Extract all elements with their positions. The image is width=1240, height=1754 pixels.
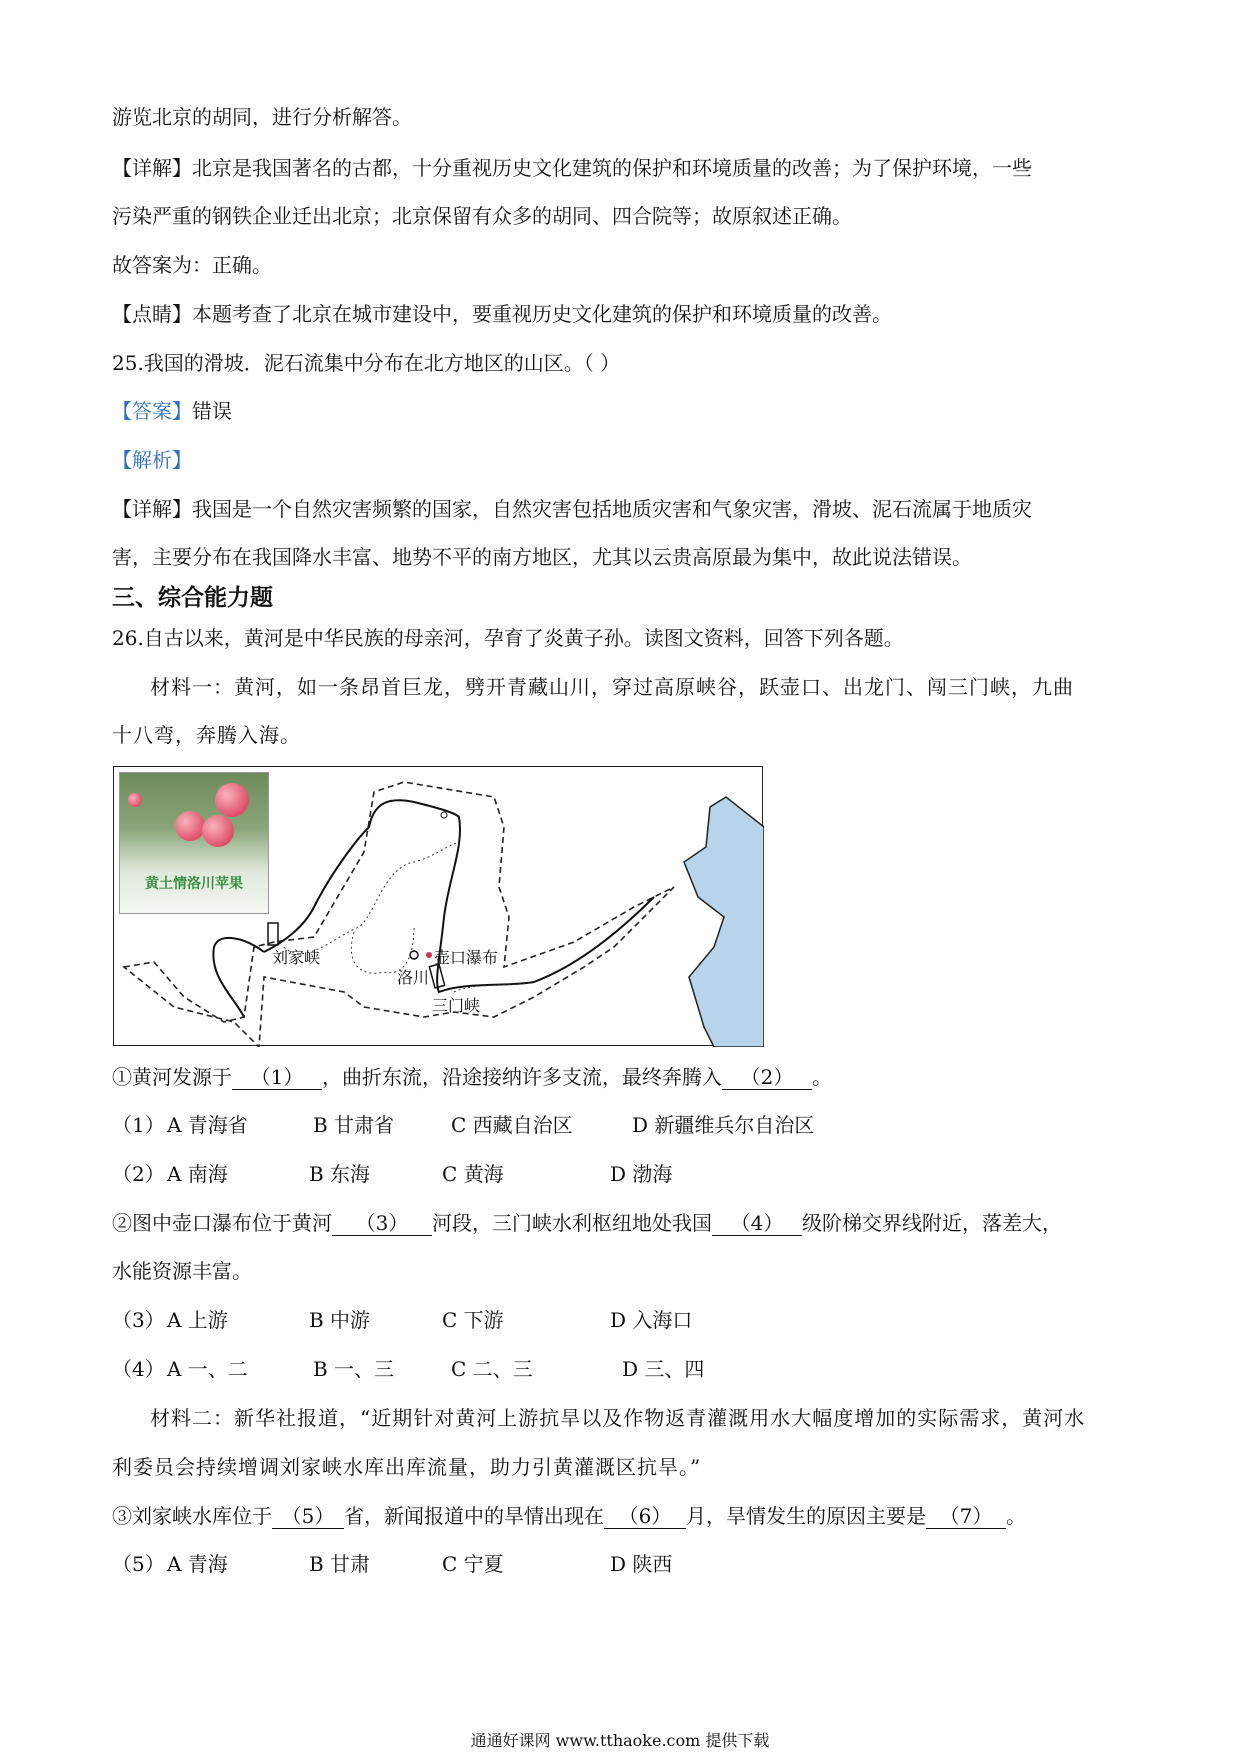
apple [202, 815, 234, 847]
yellow-river-map [113, 766, 763, 1046]
sub-question-2 [112, 1209, 1062, 1237]
option-c[interactable]: C 二、三 [451, 1357, 533, 1381]
blank-4[interactable]: （4） [712, 1211, 802, 1236]
answer-tag: 【答案】 [112, 399, 192, 423]
material-two-cont: 利委员会持续增调刘家峡水库出库流量，助力引黄灌溉区抗旱。” [112, 1455, 702, 1479]
comment-paragraph [112, 300, 892, 328]
option-a[interactable]: A 上游 [167, 1308, 228, 1332]
detail-text: 我国是一个自然灾害频繁的国家，自然灾害包括地质灾害和气象灾害，滑坡、泥石流属于地质灾 [192, 497, 1032, 521]
detail-paragraph [112, 154, 1032, 182]
text: ③刘家峡水库位于 [112, 1504, 272, 1528]
text-line: 污染严重的钢铁企业迁出北京；北京保留有众多的胡同、四合院等；故原叙述正确。 [112, 204, 852, 228]
option-d[interactable]: D 陕西 [610, 1552, 673, 1576]
answer-value: 错误 [192, 399, 232, 423]
source-marker [441, 812, 447, 818]
option-b[interactable]: B 一、三 [313, 1357, 395, 1381]
option-d[interactable]: D 新疆维兵尔自治区 [632, 1113, 815, 1137]
option-c[interactable]: C 西藏自治区 [451, 1113, 573, 1137]
material-two: 材料二：新华社报道，“近期针对黄河上游抗旱以及作物返青灌溉用水大幅度增加的实际需求，黄河水 [150, 1406, 1086, 1430]
blank-3[interactable]: （3） [332, 1211, 432, 1236]
apple [128, 793, 142, 807]
option-b[interactable]: B 中游 [309, 1308, 371, 1332]
text: ①黄河发源于 [112, 1065, 232, 1089]
luochuan-marker [410, 951, 418, 959]
text-line: 水能资源丰富。 [112, 1259, 252, 1283]
question-26-intro: 26.自古以来，黄河是中华民族的母亲河，孕育了炎黄子孙。读图文资料，回答下列各题。 [112, 626, 904, 650]
option-label: （2） [112, 1162, 165, 1186]
answer-line: 故答案为：正确。 [112, 253, 272, 277]
text-line: 害，主要分布在我国降水丰富、地势不平的南方地区，尤其以云贵高原最为集中，故此说法错误。 [112, 545, 972, 569]
apple [215, 783, 249, 817]
option-d[interactable]: D 入海口 [610, 1308, 693, 1332]
label-liujiaxia: 刘家峡 [272, 948, 321, 967]
apple-photo [119, 772, 269, 914]
option-a[interactable]: A 青海省 [167, 1113, 248, 1137]
option-b[interactable]: B 东海 [309, 1162, 371, 1186]
blank-6[interactable]: （6） [604, 1504, 686, 1529]
option-label: （4） [112, 1357, 165, 1381]
text: 月，旱情发生的原因主要是 [686, 1504, 926, 1528]
comment-text: 本题考查了北京在城市建设中，要重视历史文化建筑的保护和环境质量的改善。 [192, 302, 892, 326]
material-one-cont: 十八弯，奔腾入海。 [112, 723, 301, 747]
blank-5[interactable]: （5） [272, 1504, 344, 1529]
answer-paragraph [112, 397, 232, 425]
detail-tag: 【详解】 [112, 497, 192, 521]
footer: 通通好课网 www.tthaoke.com 提供下载 [470, 1731, 770, 1750]
sub-question-1 [112, 1063, 832, 1091]
detail-text: 北京是我国著名的古都，十分重视历史文化建筑的保护和环境质量的改善；为了保护环境，一些 [192, 156, 1032, 180]
label-luochuan: 洛川 [397, 968, 430, 987]
detail-paragraph [112, 495, 1032, 523]
text: 级阶梯交界线附近，落差大， [802, 1211, 1062, 1235]
option-c[interactable]: C 下游 [442, 1308, 504, 1332]
material-one: 材料一：黄河，如一条昂首巨龙，劈开青藏山川，穿过高原峡谷，跃壶口、出龙门、闯三门峡，九曲 [150, 675, 1074, 699]
comment-tag: 【点睛】 [112, 302, 192, 326]
question-25: 25.我国的滑坡．泥石流集中分布在北方地区的山区。（ ） [112, 351, 621, 375]
option-b[interactable]: B 甘肃 [309, 1552, 371, 1576]
text: 河段，三门峡水利枢纽地处我国 [432, 1211, 712, 1235]
option-a[interactable]: A 南海 [167, 1162, 228, 1186]
section-heading: 三、综合能力题 [112, 584, 273, 611]
option-label: （5） [112, 1552, 165, 1576]
blank-1[interactable]: （1） [232, 1065, 322, 1090]
option-label: （3） [112, 1308, 165, 1332]
sea [684, 797, 764, 1047]
hukou-marker [426, 952, 432, 958]
text: 省，新闻报道中的旱情出现在 [344, 1504, 604, 1528]
option-d[interactable]: D 渤海 [610, 1162, 673, 1186]
option-label: （1） [112, 1113, 165, 1137]
option-b[interactable]: B 甘肃省 [313, 1113, 395, 1137]
detail-tag: 【详解】 [112, 156, 192, 180]
blank-2[interactable]: （2） [722, 1065, 812, 1090]
text-line: 游览北京的胡同，进行分析解答。 [112, 105, 412, 129]
text: ②图中壶口瀑布位于黄河 [112, 1211, 332, 1235]
label-sanmenxia: 三门峡 [432, 996, 481, 1015]
option-c[interactable]: C 宁夏 [442, 1552, 504, 1576]
label-hukou: 壶口瀑布 [434, 948, 499, 967]
option-a[interactable]: A 青海 [167, 1552, 228, 1576]
blank-7[interactable]: （7） [926, 1504, 1006, 1529]
apple [175, 811, 205, 841]
option-d[interactable]: D 三、四 [622, 1357, 705, 1381]
sub-question-3 [112, 1502, 1026, 1530]
option-c[interactable]: C 黄海 [442, 1162, 504, 1186]
text: 。 [812, 1065, 832, 1089]
option-a[interactable]: A 一、二 [167, 1357, 248, 1381]
text: 。 [1006, 1504, 1026, 1528]
photo-caption: 黄土情洛川苹果 [145, 876, 243, 892]
analysis-tag: 【解析】 [112, 448, 192, 472]
text: ，曲折东流，沿途接纳许多支流，最终奔腾入 [322, 1065, 722, 1089]
